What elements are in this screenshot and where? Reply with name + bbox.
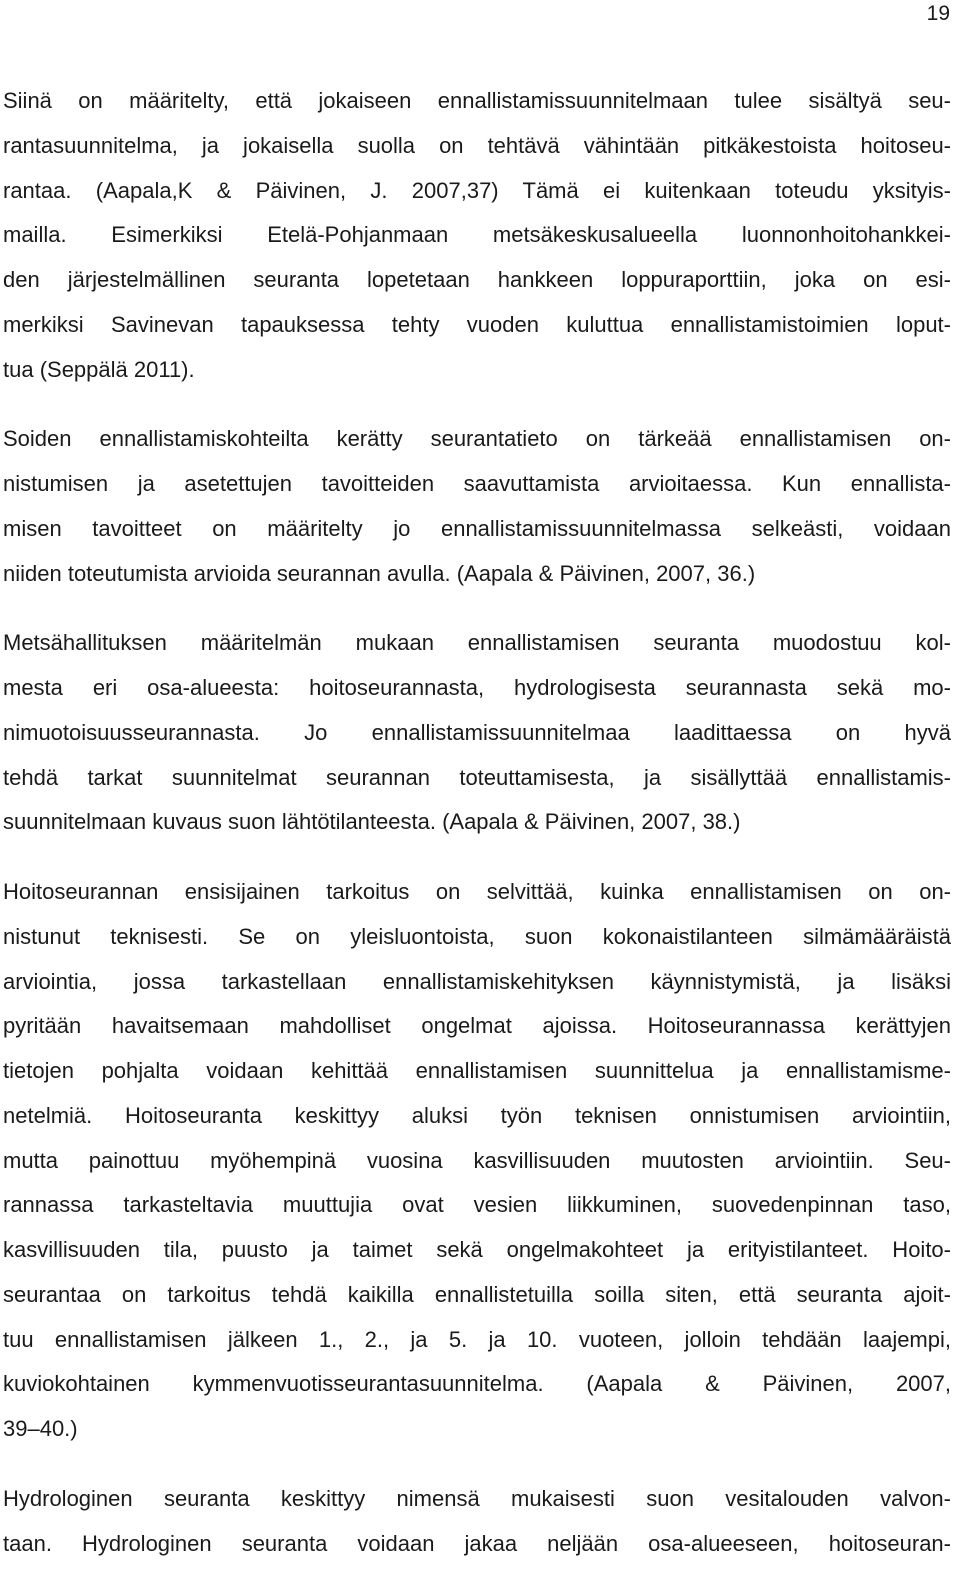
text-line: netelmiä. Hoitoseuranta keskittyy aluksi työn teknisen onnistumisen arviointiin, bbox=[3, 1102, 951, 1128]
paragraph-gap bbox=[3, 392, 951, 417]
text-line: Soiden ennallistamiskohteilta kerätty seurantatieto on tärkeää ennallistamisen on- bbox=[3, 426, 951, 452]
text-line: tuu ennallistamisen jälkeen 1., 2., ja 5. ja 10. vuoteen, jolloin tehdään laajempi, bbox=[3, 1326, 951, 1352]
text-line: nistumisen ja asetettujen tavoitteiden saavuttamista arvioitaessa. Kun ennallista- bbox=[3, 471, 951, 496]
paragraph-4 bbox=[3, 870, 951, 1452]
text-line: nimuotoisuusseurannasta. Jo ennallistamissuunnitelmaa laadittaessa on hyvä bbox=[3, 719, 951, 745]
text-line: pyritään havaitsemaan mahdolliset ongelmat ajoissa. Hoitoseurannassa kerättyjen bbox=[3, 1013, 951, 1039]
text-line: nistunut teknisesti. Se on yleisluontoista, suon kokonaistilanteen silmämääräistä bbox=[3, 923, 951, 949]
text-line: tietojen pohjalta voidaan kehittää ennallistamisen suunnittelua ja ennallistamisme- bbox=[3, 1058, 951, 1083]
text-line: den järjestelmällinen seuranta lopetetaan hankkeen loppuraporttiin, joka on esi- bbox=[3, 267, 951, 292]
text-line: mesta eri osa-alueesta: hoitoseurannasta, hydrologisesta seurannasta sekä mo- bbox=[3, 675, 951, 700]
text-line: tua (Seppälä 2011). bbox=[3, 356, 195, 382]
text-line: mailla. Esimerkiksi Etelä-Pohjanmaan metsäkeskusalueella luonnonhoitohankkei- bbox=[3, 222, 951, 248]
paragraph-gap bbox=[3, 845, 951, 870]
page-number: 19 bbox=[926, 2, 950, 25]
text-line: Hoitoseurannan ensisijainen tarkoitus on selvittää, kuinka ennallistamisen on on- bbox=[3, 879, 951, 904]
text-line: seurantaa on tarkoitus tehdä kaikilla ennallistetuilla soilla siten, että seuranta ajoit- bbox=[3, 1281, 951, 1307]
text-line: tehdä tarkat suunnitelmat seurannan toteuttamisesta, ja sisällyttää ennallistamis- bbox=[3, 764, 951, 790]
text-line: kasvillisuuden tila, puusto ja taimet sekä ongelmakohteet ja erityistilanteet. Hoito- bbox=[3, 1237, 951, 1262]
paragraph-gap bbox=[3, 1452, 951, 1477]
paragraph-2 bbox=[3, 417, 951, 596]
document-body bbox=[3, 79, 951, 1566]
text-line: rantasuunnitelma, ja jokaisella suolla on tehtävä vähintään pitkäkestoista hoitoseu- bbox=[3, 132, 951, 158]
text-line: suunnitelmaan kuvaus suon lähtötilanteesta. (Aapala & Päivinen, 2007, 38.) bbox=[3, 809, 741, 835]
paragraph-5 bbox=[3, 1477, 951, 1567]
text-line: niiden toteutumista arvioida seurannan avulla. (Aapala & Päivinen, 2007, 36.) bbox=[3, 560, 756, 586]
text-line: Hydrologinen seuranta keskittyy nimensä mukaisesti suon vesitalouden valvon- bbox=[3, 1485, 951, 1511]
paragraph-1 bbox=[3, 79, 951, 392]
text-line: rannassa tarkasteltavia muuttujia ovat vesien liikkuminen, suovedenpinnan taso, bbox=[3, 1192, 951, 1218]
text-line: merkiksi Savinevan tapauksessa tehty vuoden kuluttua ennallistamistoimien loput- bbox=[3, 311, 951, 337]
text-line: kuviokohtainen kymmenvuotisseurantasuunnitelma. (Aapala & Päivinen, 2007, bbox=[3, 1371, 951, 1397]
text-line: arviointia, jossa tarkastellaan ennallistamiskehityksen käynnistymistä, ja lisäksi bbox=[3, 968, 951, 994]
paragraph-3 bbox=[3, 621, 951, 845]
text-line: misen tavoitteet on määritelty jo ennallistamissuunnitelmassa selkeästi, voidaan bbox=[3, 515, 951, 541]
text-line: rantaa. (Aapala,K & Päivinen, J. 2007,37) Tämä ei kuitenkaan toteudu yksityis- bbox=[3, 177, 951, 203]
text-line: Siinä on määritelty, että jokaiseen ennallistamissuunnitelmaan tulee sisältyä seu- bbox=[3, 88, 951, 113]
text-line: Metsähallituksen määritelmän mukaan ennallistamisen seuranta muodostuu kol- bbox=[3, 630, 951, 656]
text-line: taan. Hydrologinen seuranta voidaan jakaa neljään osa-alueeseen, hoitoseuran- bbox=[3, 1530, 951, 1556]
paragraph-gap bbox=[3, 596, 951, 621]
text-line: 39–40.) bbox=[3, 1416, 78, 1441]
text-line: mutta painottuu myöhempinä vuosina kasvillisuuden muutosten arviointiin. Seu- bbox=[3, 1147, 951, 1173]
